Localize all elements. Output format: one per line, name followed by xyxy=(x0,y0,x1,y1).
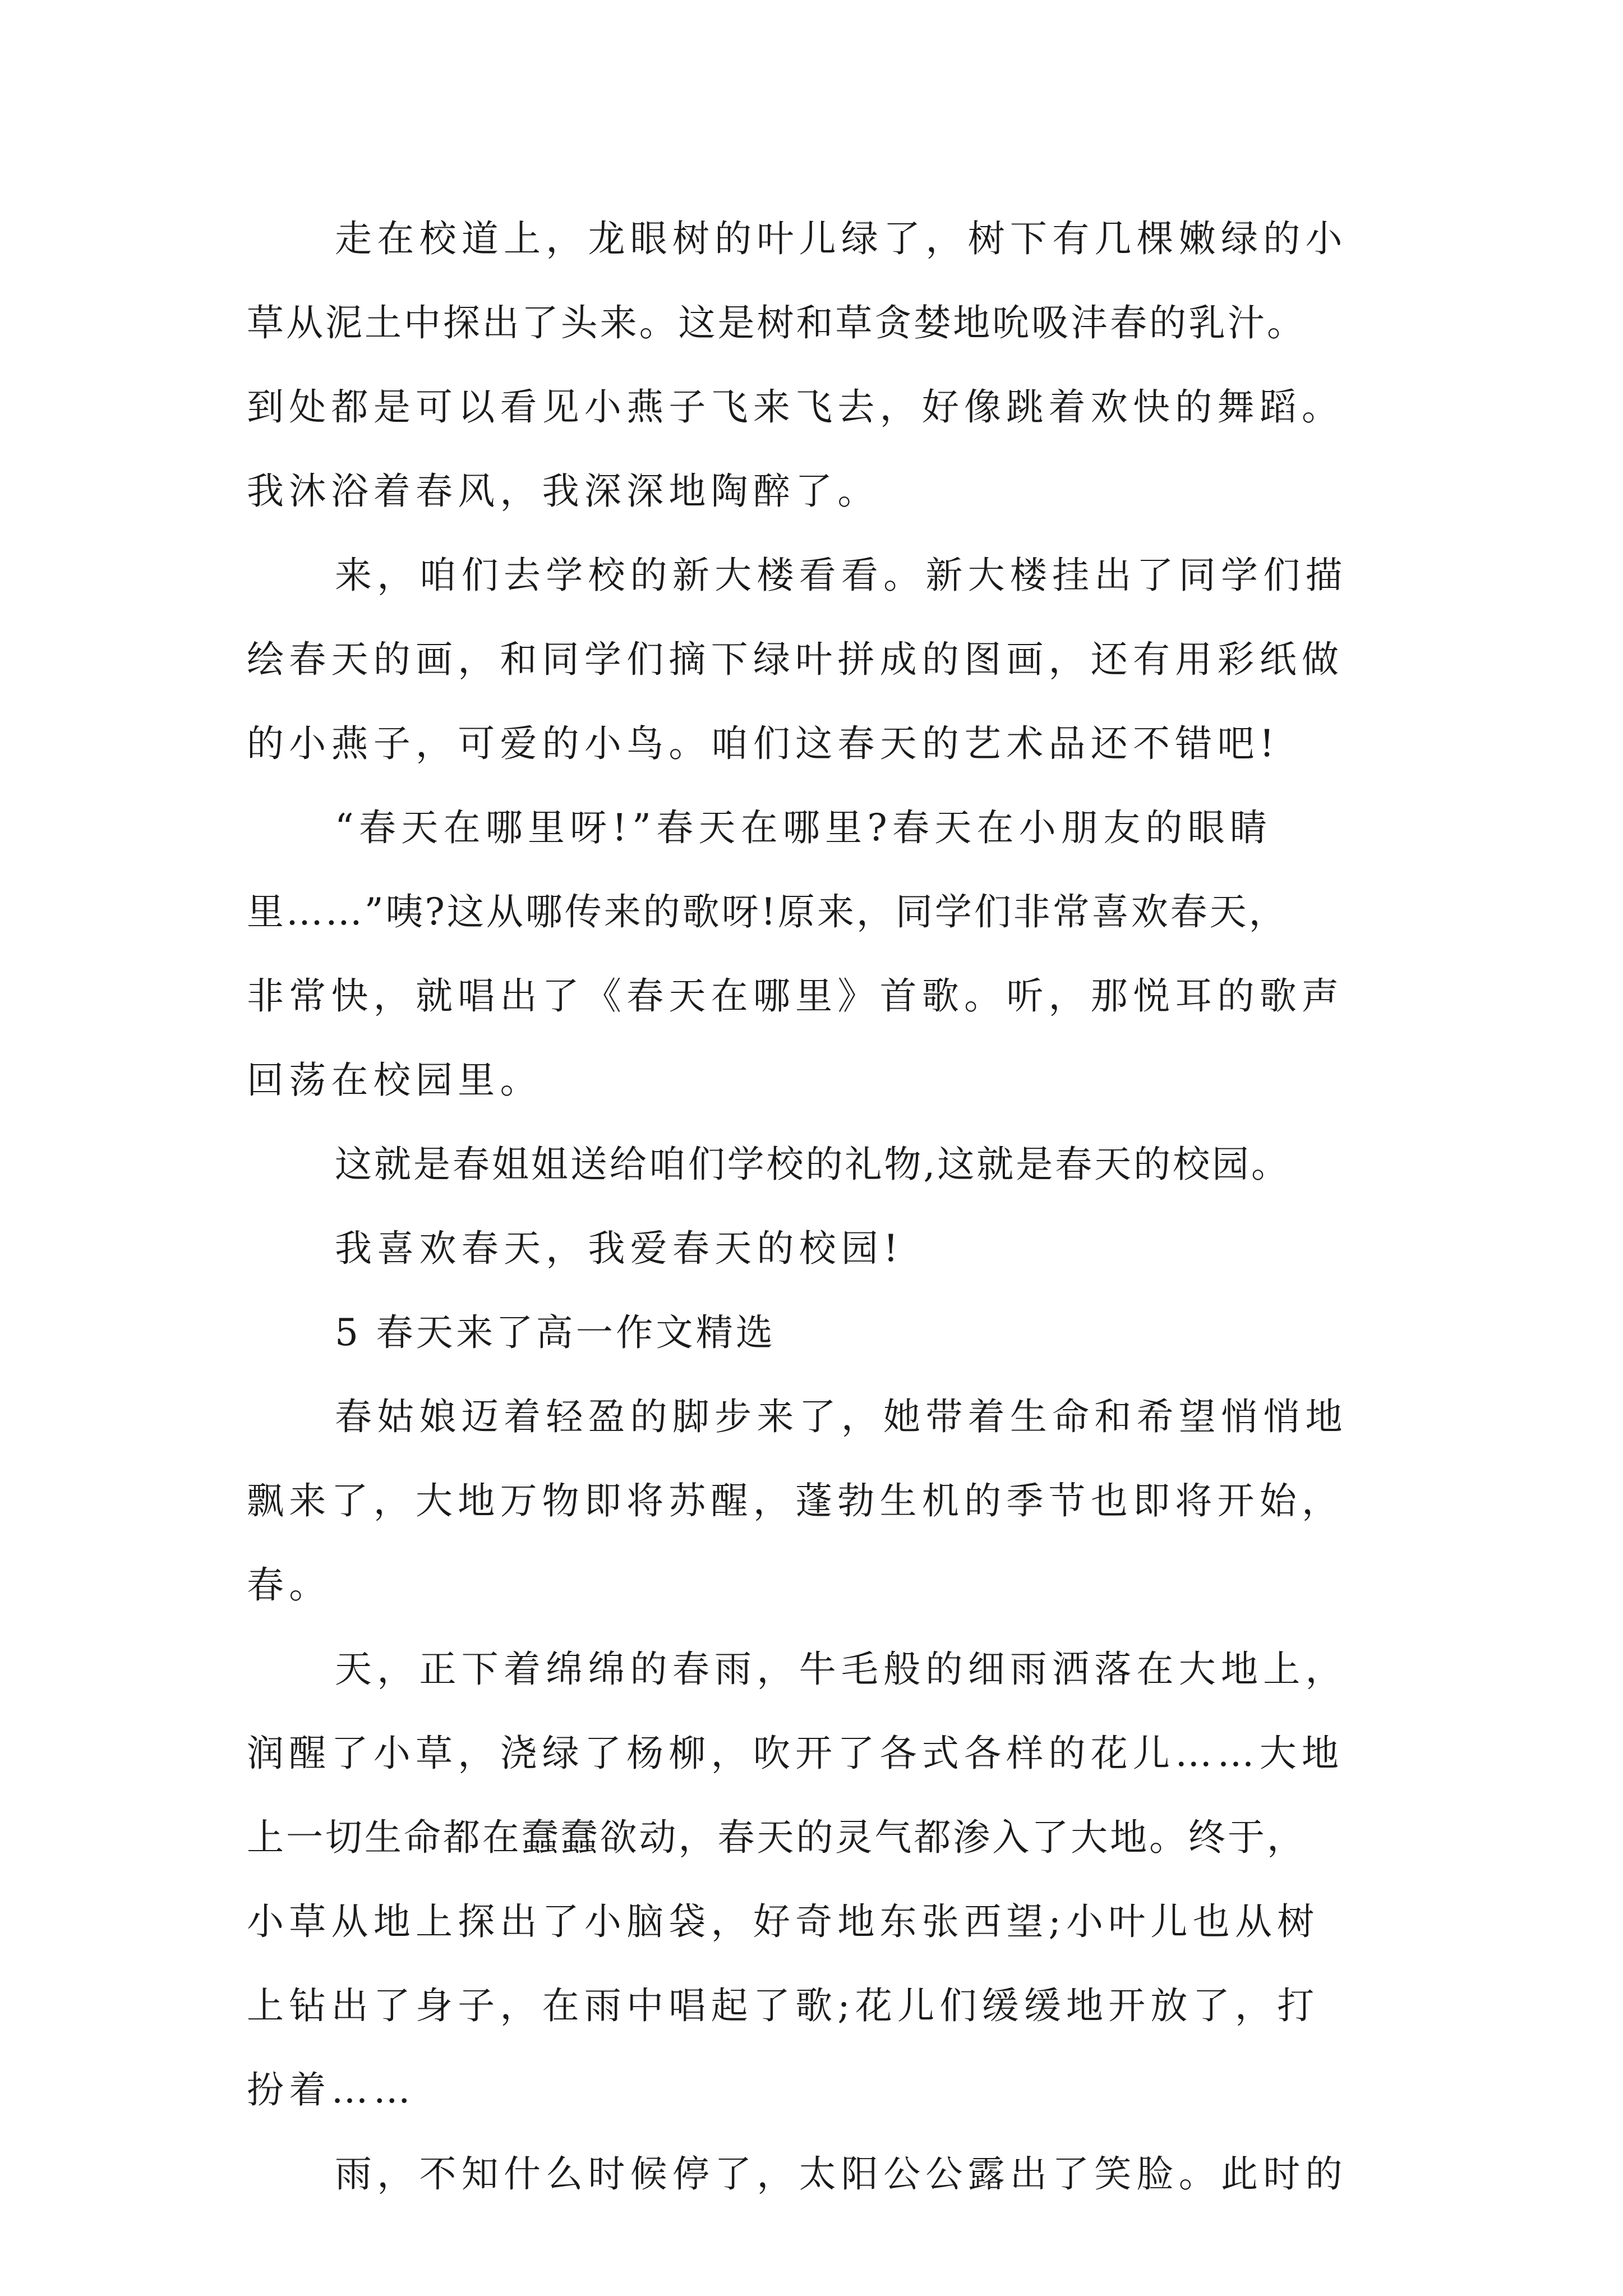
section-heading: 5 春天来了高一作文精选 xyxy=(335,1311,776,1354)
paragraph-line: 这就是春姐姐送给咱们学校的礼物,这就是春天的校园。 xyxy=(335,1143,1290,1186)
paragraph-line: 上一切生命都在蠢蠢欲动，春天的灵气都渗入了大地。终于， xyxy=(247,1816,1306,1859)
paragraph-line: 天，正下着绵绵的春雨，牛毛般的细雨洒落在大地上， xyxy=(335,1648,1348,1691)
paragraph-line: 润醒了小草，浇绿了杨柳，吹开了各式各样的花儿……大地 xyxy=(247,1732,1344,1775)
paragraph-line: 到处都是可以看见小燕子飞来飞去，好像跳着欢快的舞蹈。 xyxy=(247,385,1344,429)
paragraph-line: 飘来了，大地万物即将苏醒，蓬勃生机的季节也即将开始， xyxy=(247,1479,1344,1522)
paragraph-line: 春姑娘迈着轻盈的脚步来了，她带着生命和希望悄悄地 xyxy=(335,1395,1348,1438)
paragraph-line: 走在校道上，龙眼树的叶儿绿了，树下有几棵嫩绿的小 xyxy=(335,217,1348,260)
paragraph-line: 绘春天的画，和同学们摘下绿叶拼成的图画，还有用彩纸做 xyxy=(247,638,1344,681)
paragraph-line: 雨，不知什么时候停了，太阳公公露出了笑脸。此时的 xyxy=(335,2152,1348,2196)
paragraph-line: 来，咱们去学校的新大楼看看。新大楼挂出了同学们描 xyxy=(335,554,1348,597)
paragraph-line: “春天在哪里呀!”春天在哪里?春天在小朋友的眼睛 xyxy=(335,806,1272,849)
paragraph-line: 非常快，就唱出了《春天在哪里》首歌。听，那悦耳的歌声 xyxy=(247,974,1344,1018)
paragraph-line: 里……”咦?这从哪传来的歌呀!原来，同学们非常喜欢春天， xyxy=(247,890,1288,933)
paragraph-line: 春。 xyxy=(247,1563,331,1607)
paragraph-line: 回荡在校园里。 xyxy=(247,1059,542,1102)
paragraph-line: 我喜欢春天，我爱春天的校园! xyxy=(335,1227,903,1270)
paragraph-line: 上钻出了身子，在雨中唱起了歌;花儿们缓缓地开放了，打 xyxy=(247,1984,1320,2027)
paragraph-line: 我沐浴着春风，我深深地陶醉了。 xyxy=(247,470,880,513)
paragraph-line: 小草从地上探出了小脑袋，好奇地东张西望;小叶儿也从树 xyxy=(247,1900,1320,1943)
paragraph-line: 扮着…… xyxy=(247,2068,416,2111)
paragraph-line: 的小燕子，可爱的小鸟。咱们这春天的艺术品还不错吧! xyxy=(247,722,1280,765)
paragraph-line: 草从泥土中探出了头来。这是树和草贪婪地吮吸沣春的乳汁。 xyxy=(247,301,1306,344)
